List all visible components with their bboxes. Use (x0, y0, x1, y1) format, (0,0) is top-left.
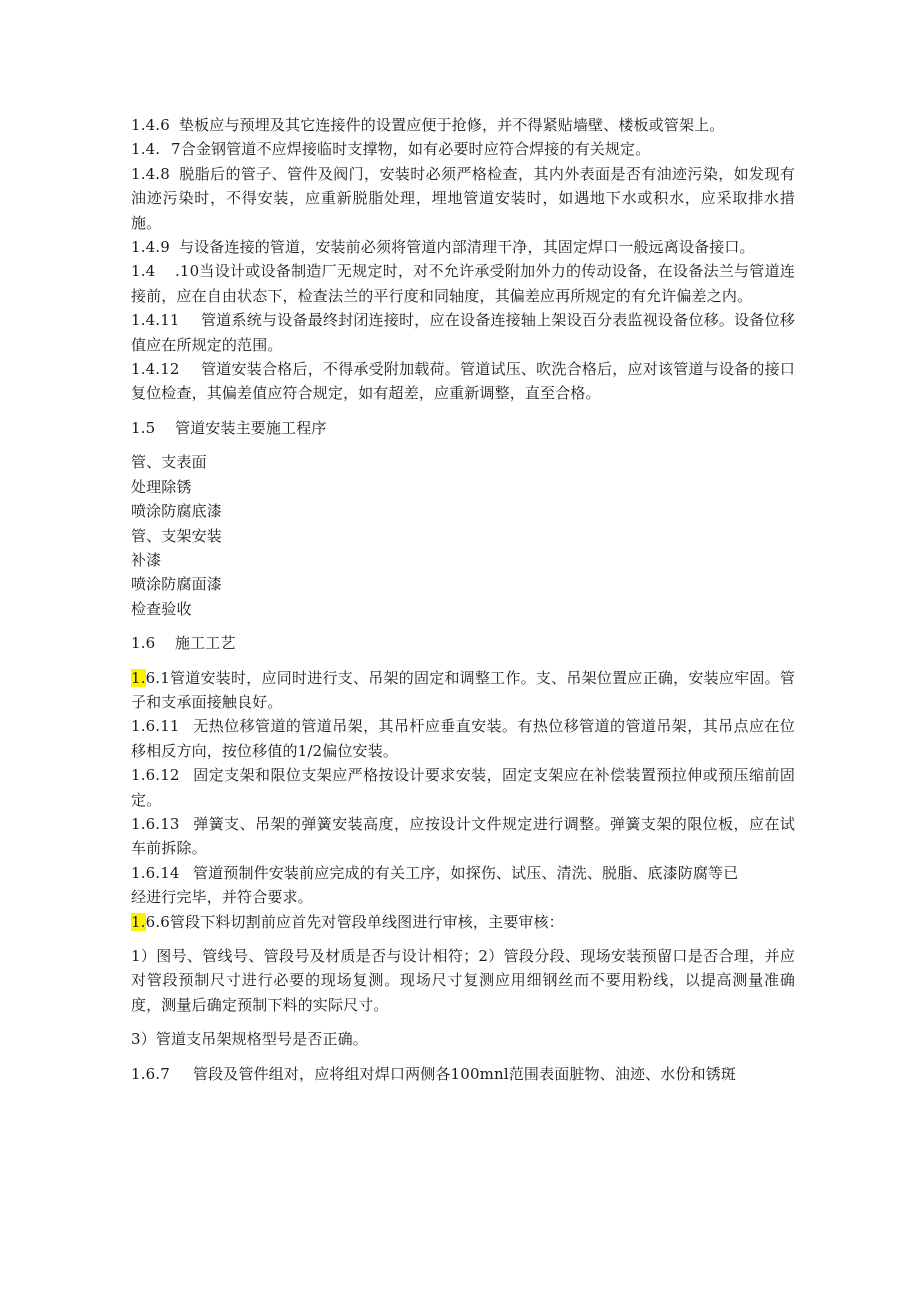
clause-1-6-7 (131, 1062, 795, 1086)
clause-1-6-14 (131, 861, 795, 885)
clause-number: 1.6.12 (131, 766, 180, 785)
procedure-step: 检查验收 (131, 599, 192, 618)
clause-1-6-13 (131, 812, 795, 861)
review-items-1-2 (131, 944, 795, 1017)
procedure-steps (131, 450, 795, 621)
procedure-step: 补漆 (131, 550, 162, 569)
clause-text: 无热位移管道的管道吊架，其吊杆应垂直安装。有热位移管道的管道吊架，其吊点应在位移相反方向，按位移值的1/2偏位安装。 (131, 717, 795, 760)
clause-1-4-8 (131, 162, 795, 235)
review-text: 1）图号、管线号、管段号及材质是否与设计相符；2）管段分段、现场安装预留口是否合理，并应对管段预制尺寸进行必要的现场复测。现场尺寸复测应用细钢丝而不要用粉线，以提高测量准确度，测量后确定预制下料的实际尺寸。 (131, 947, 795, 1014)
review-item-3 (131, 1027, 795, 1051)
clause-1-4-7 (131, 137, 795, 161)
clause-1-6-1 (131, 666, 795, 715)
clause-text: 经进行完毕，并符合要求。 (131, 888, 313, 907)
clause-text: 7合金钢管道不应焊接临时支撑物，如有必要时应符合焊接的有关规定。 (171, 140, 651, 159)
procedure-step: 管、支表面 (131, 453, 207, 472)
clause-number: 1.4. (131, 140, 161, 159)
document-body (131, 113, 795, 1086)
clause-1-6-12 (131, 763, 795, 812)
clause-text: 垫板应与预埋及其它连接件的设置应便于抢修，并不得紧贴墙壁、楼板或管架上。 (179, 116, 725, 134)
clause-1-6-11 (131, 714, 795, 763)
section-title: 管道安装主要施工程序 (175, 418, 327, 437)
clause-number: 1.6.11 (131, 717, 180, 736)
section-heading-1-5 (131, 416, 795, 440)
section-number: 1.6 (131, 634, 156, 653)
clause-text: 管段及管件组对，应将组对焊口两侧各100mnl范围表面脏物、油迹、水份和锈斑 (193, 1064, 737, 1083)
procedure-step: 喷涂防腐底漆 (131, 502, 222, 521)
clause-number: 1.4.11 (131, 311, 180, 330)
section-title: 施工工艺 (175, 634, 236, 653)
clause-text: 6.6管段下料切割前应首先对管段单线图进行审核，主要审核： (145, 912, 564, 931)
clause-number: 1.4.12 (131, 360, 180, 379)
clause-text: .10当设计或设备制造厂无规定时，对不允许承受附加外力的传动设备，在设备法兰与管道连接前，应在自由状态下，检查法兰的平行度和同轴度，其偏差应再所规定的有允许偏差之内。 (131, 262, 795, 305)
clause-1-6-6 (131, 910, 795, 934)
procedure-step: 喷涂防腐面漆 (131, 575, 222, 594)
clause-1-4-6 (131, 113, 795, 137)
clause-text: 与设备连接的管道，安装前必须将管道内部清理干净，其固定焊口一般远离设备接口。 (179, 238, 755, 257)
clause-number: 1.6.14 (131, 863, 180, 882)
clause-text: 管道预制件安装前应完成的有关工序，如探伤、试压、清洗、脱脂、底漆防腐等已 (193, 863, 739, 882)
clause-text: 6.1管道安装时，应同时进行支、吊架的固定和调整工作。支、吊架位置应正确，安装应牢固。管子和支承面接触良好。 (131, 668, 795, 711)
clause-number: 1.6.7 (131, 1064, 170, 1083)
clause-text: 弹簧支、吊架的弹簧安装高度，应按设计文件规定进行调整。弹簧支架的限位板，应在试车前拆除。 (131, 814, 795, 858)
clause-text: 固定支架和限位支架应严格按设计要求安装，固定支架应在补偿装置预拉伸或预压缩前固定。 (131, 766, 795, 809)
clause-1-4-11 (131, 308, 795, 357)
procedure-step: 处理除锈 (131, 477, 192, 496)
clause-text: 管道安装合格后，不得承受附加载荷。管道试压、吹洗合格后，应对该管道与设备的接口复位检查，其偏差值应符合规定，如有超差，应重新调整，直至合格。 (131, 360, 795, 403)
clause-number: 1.6.13 (131, 814, 180, 833)
section-number: 1.5 (131, 418, 156, 437)
procedure-step: 管、支架安装 (131, 526, 222, 545)
clause-number: 1.4.9 (131, 238, 170, 257)
section-heading-1-6 (131, 631, 795, 655)
clause-1-4-12 (131, 357, 795, 406)
clause-number: 1.4.6 (131, 116, 170, 134)
clause-text: 管道系统与设备最终封闭连接时，应在设备连接轴上架设百分表监视设备位移。设备位移值应在所规定的范围。 (131, 311, 795, 354)
clause-number: 1.4.8 (131, 164, 170, 183)
clause-text: 脱脂后的管子、管件及阀门，安装时必须严格检查，其内外表面是否有油迹污染，如发现有油迹污染时，不得安装，应重新脱脂处理，埋地管道安装时，如遇地下水或积水，应采取排水措施。 (131, 164, 795, 232)
clause-1-4-9 (131, 235, 795, 259)
clause-1-4-10 (131, 259, 795, 308)
review-text: 3）管道支吊架规格型号是否正确。 (131, 1030, 368, 1049)
clause-number: 1.4 (131, 262, 156, 281)
highlighted-number: 1. (131, 668, 146, 687)
highlighted-number: 1. (131, 912, 146, 931)
clause-1-6-14-continued (131, 885, 795, 909)
